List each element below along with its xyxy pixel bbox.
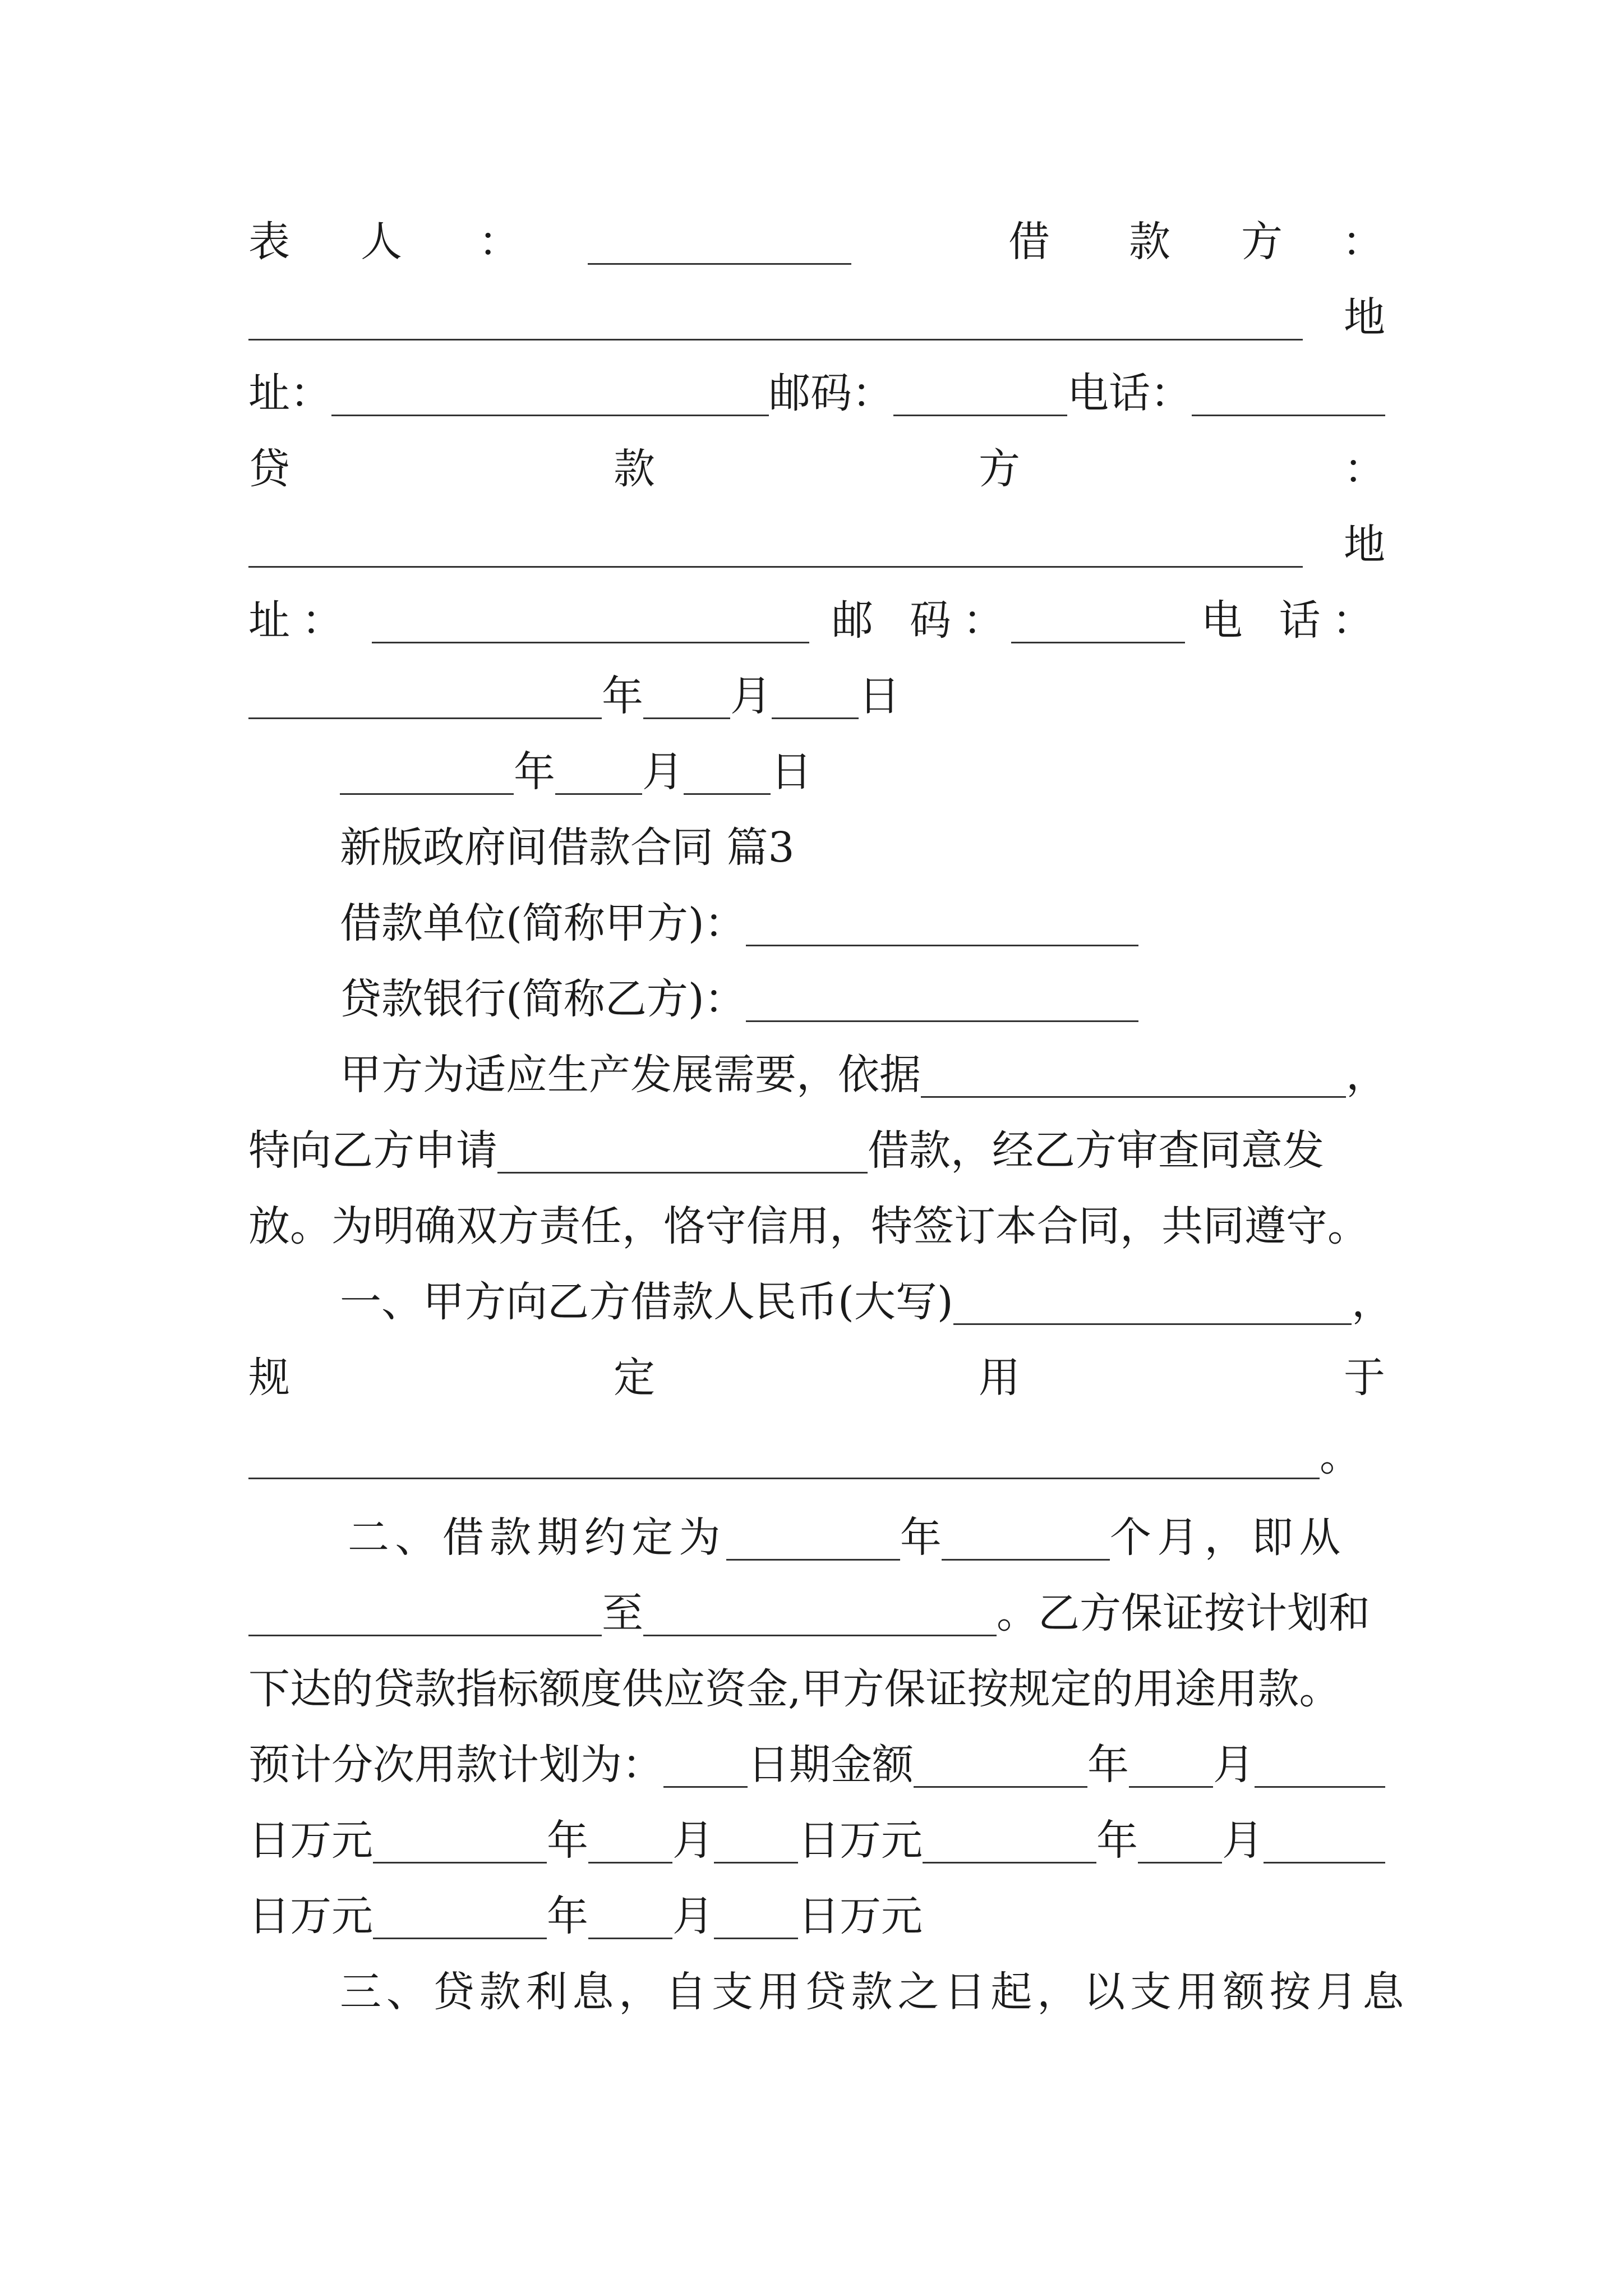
lender-name-blank[interactable] (248, 527, 1303, 568)
purpose-char-3: 用 (979, 1354, 1020, 1402)
plan-day-blank-2[interactable] (714, 1823, 798, 1864)
clause2-l4-text: 预计分次用款计划为： (248, 1741, 663, 1789)
clause2-line2 (248, 1585, 1385, 1641)
lender-char-2: 款 (614, 445, 655, 493)
borrower-colon: ： (1342, 218, 1384, 266)
plan-year-4: 年 (547, 1892, 588, 1940)
clause2-to: 至 (602, 1589, 643, 1637)
loan-type-blank[interactable] (497, 1133, 868, 1174)
postcode-label: 邮码： (769, 369, 893, 417)
para1-l1-text: 甲方为适应生产发展需要，依据 (340, 1051, 921, 1099)
lender-char-3: 方 (979, 445, 1020, 493)
para1-l1-comma: ， (1346, 1051, 1387, 1099)
clause2-line1 (348, 1509, 1385, 1565)
clause2-line3 (248, 1660, 1385, 1717)
purpose-char-4: 于 (1344, 1354, 1385, 1402)
plan-amount-blank-2[interactable] (373, 1823, 547, 1864)
borrower-address-blank[interactable] (331, 375, 769, 416)
plan-month-blank-3[interactable] (1138, 1823, 1222, 1864)
borrower-name-blank[interactable] (248, 300, 1303, 341)
address-label-2: 址： (248, 596, 355, 645)
plan-amount-blank-1[interactable] (914, 1747, 1087, 1788)
year-label-2: 年 (514, 748, 555, 796)
purpose-blank[interactable] (248, 1438, 1320, 1479)
plan-month-3: 月 (1222, 1816, 1264, 1865)
day-label: 日 (859, 672, 900, 720)
clause2-year: 年 (900, 1513, 942, 1562)
clause1-line1 (340, 1273, 1393, 1329)
clause1-period: 。 (1320, 1432, 1361, 1480)
borrower-name-line (248, 289, 1385, 345)
para1-l2-post: 借款，经乙方审查同意发 (868, 1126, 1324, 1175)
phone-label: 电话： (1067, 369, 1192, 417)
purpose-char-2: 定 (614, 1354, 655, 1402)
date-line-1 (248, 668, 1385, 724)
month-label: 月 (730, 672, 772, 720)
lender-address-line (248, 592, 1385, 648)
lender-address-blank[interactable] (372, 602, 809, 643)
plan-year-3: 年 (1096, 1816, 1138, 1865)
end-date-blank[interactable] (643, 1595, 997, 1636)
para1-l2-text: 特向乙方申请 (248, 1126, 497, 1175)
plan-month-2: 月 (672, 1816, 714, 1865)
borrower-address-line (248, 365, 1385, 421)
term-years-blank[interactable] (726, 1520, 900, 1561)
plan-yuan-2: 日万元 (798, 1816, 923, 1865)
postcode-label-2: 邮 码： (832, 596, 1016, 645)
party-a-label: 借款单位(简称甲方)： (340, 899, 746, 947)
heading-text: 新版政府间借款合同 篇3 (340, 823, 795, 872)
lender-name-line (248, 516, 1385, 572)
year-label: 年 (602, 672, 643, 720)
clause2-line6 (248, 1888, 1385, 1944)
borrower-char-1: 借 (1008, 218, 1050, 266)
date2-month-blank[interactable] (555, 754, 642, 795)
clause2-l2-post: 。乙方保证按计划和 (997, 1589, 1370, 1637)
clause2-l1-post: 个月，即从 (1109, 1513, 1347, 1562)
borrower-char-3: 方 (1241, 218, 1283, 266)
clause3-line1 (340, 1963, 1409, 2019)
plan-month-blank-4[interactable] (588, 1898, 672, 1939)
plan-month-blank-2[interactable] (588, 1823, 672, 1864)
party-a-line (340, 895, 1385, 951)
date-month-blank[interactable] (643, 678, 730, 719)
address-label: 址： (248, 369, 331, 417)
lender-colon: ： (1344, 445, 1385, 493)
plan-month-1: 月 (1213, 1741, 1255, 1789)
month-label-2: 月 (642, 748, 684, 796)
plan-yuan-1: 日万元 (248, 1816, 373, 1865)
plan-year-2: 年 (547, 1816, 588, 1865)
para1-l3-text: 放。为明确双方责任，恪守信用，特签订本合同，共同遵守。 (248, 1202, 1369, 1250)
plan-day-blank-4[interactable] (714, 1898, 798, 1939)
plan-blank-1[interactable] (663, 1747, 748, 1788)
clause2-line4 (248, 1736, 1385, 1792)
plan-yuan-3: 日万元 (248, 1892, 373, 1940)
purpose-char-1: 规 (248, 1354, 290, 1402)
amount-blank[interactable] (953, 1284, 1352, 1325)
rep-char-1: 表 (248, 218, 290, 266)
address-char-di: 地 (1344, 293, 1385, 342)
date-day-blank[interactable] (772, 678, 859, 719)
plan-month-blank-1[interactable] (1129, 1747, 1213, 1788)
clause2-line5 (248, 1812, 1385, 1868)
clause1-line2 (248, 1349, 1385, 1405)
date2-year-blank[interactable] (340, 754, 514, 795)
party-a-blank[interactable] (746, 905, 1138, 946)
clause1-line3 (248, 1428, 1385, 1484)
start-date-blank[interactable] (248, 1595, 602, 1636)
day-label-2: 日 (771, 748, 812, 796)
date-line-2 (340, 743, 1385, 799)
phone-label-2: 电 话： (1201, 596, 1385, 645)
party-b-line (340, 970, 1385, 1027)
borrower-phone-blank[interactable] (1192, 375, 1385, 416)
plan-amount-blank-3[interactable] (923, 1823, 1096, 1864)
clause2-l4-mid: 日期金额 (748, 1741, 914, 1789)
contract-heading (340, 819, 1385, 875)
lender-label-line (248, 440, 1385, 496)
representative-line (248, 213, 1385, 269)
lender-char-1: 贷 (248, 445, 290, 493)
plan-year-1: 年 (1087, 1741, 1129, 1789)
borrower-char-2: 款 (1129, 218, 1170, 266)
rep-colon: ： (478, 218, 520, 266)
lender-postcode-blank[interactable] (1011, 602, 1185, 643)
date-year-blank[interactable] (248, 678, 602, 719)
plan-day-blank-3[interactable] (1264, 1823, 1385, 1864)
clause2-l3-text: 下达的贷款指标额度供应资金,甲方保证按规定的用途用款。 (248, 1665, 1341, 1713)
date2-day-blank[interactable] (684, 754, 771, 795)
para1-line3 (248, 1198, 1385, 1254)
plan-yuan-4: 日万元 (798, 1892, 923, 1940)
party-b-label: 贷款银行(简称乙方)： (340, 975, 746, 1023)
party-b-blank[interactable] (746, 981, 1138, 1022)
para1-line1 (340, 1046, 1385, 1102)
plan-amount-blank-4[interactable] (373, 1898, 547, 1939)
representative-blank[interactable] (588, 224, 851, 265)
address-char-di-2: 地 (1344, 521, 1385, 569)
clause1-l1-text: 一、甲方向乙方借款人民币(大写) (340, 1278, 953, 1326)
para1-line2 (248, 1122, 1385, 1178)
clause2-l1-text: 二、借款期约定为 (348, 1513, 726, 1562)
basis-blank[interactable] (921, 1057, 1346, 1098)
borrower-postcode-blank[interactable] (893, 375, 1067, 416)
rep-char-2: 人 (361, 218, 402, 266)
plan-day-blank-1[interactable] (1255, 1747, 1385, 1788)
plan-month-4: 月 (672, 1892, 714, 1940)
clause3-text: 三、贷款利息，自支用贷款之日起，以支用额按月息 (340, 1968, 1409, 2016)
clause1-l1-comma: ， (1352, 1278, 1393, 1326)
term-months-blank[interactable] (942, 1520, 1110, 1561)
